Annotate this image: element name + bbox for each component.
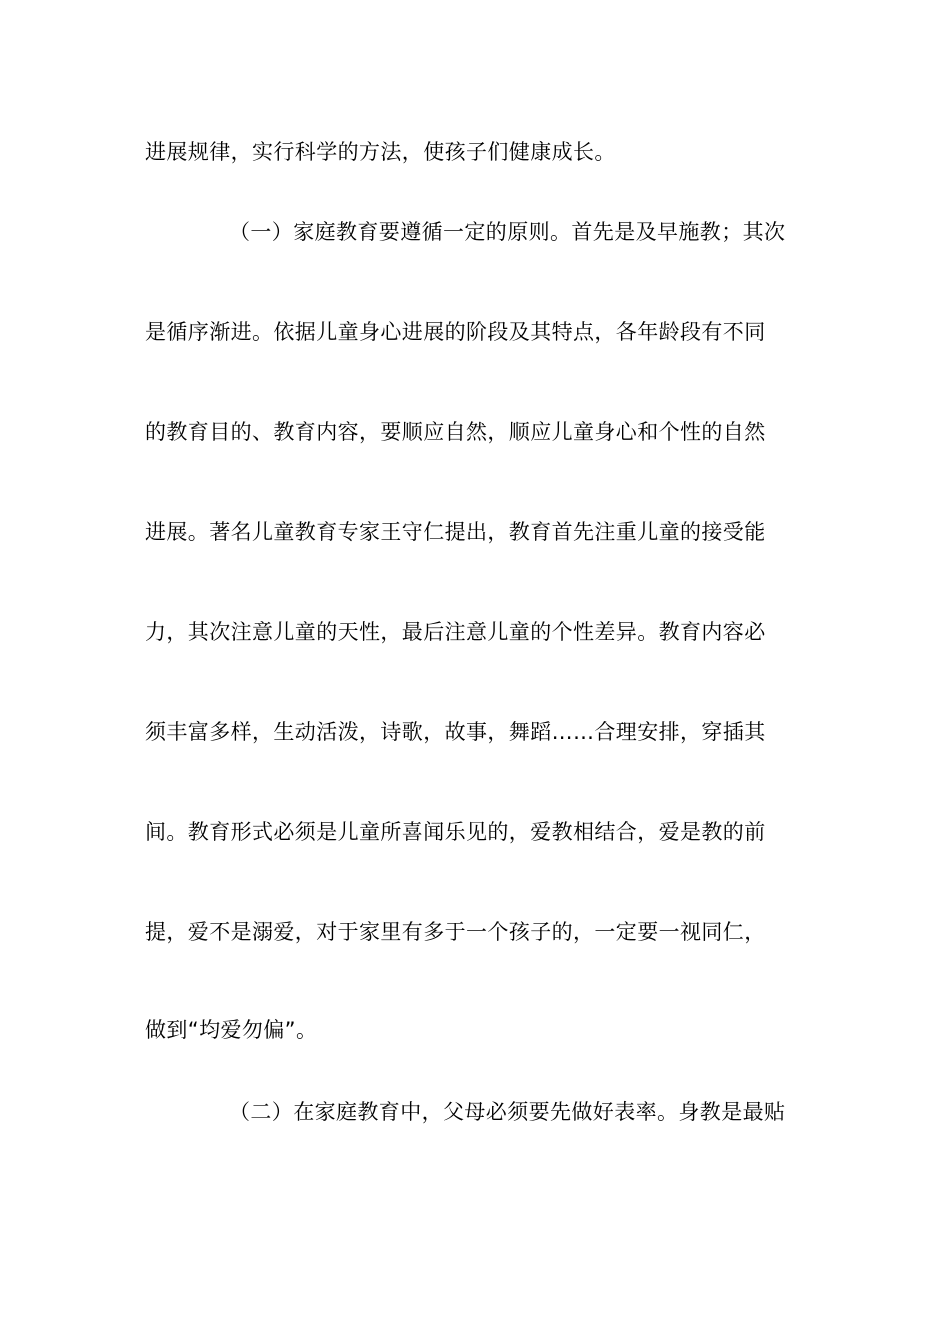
paragraph-line: 间。教育形式必须是儿童所喜闻乐见的，爱教相结合，爱是教的前: [145, 820, 766, 844]
paragraph-line: 进展。著名儿童教育专家王守仁提出，教育首先注重儿童的接受能: [145, 520, 766, 544]
paragraph-line: 力，其次注意儿童的天性，最后注意儿童的个性差异。教育内容必: [145, 620, 766, 644]
paragraph-line: 做到“均爱勿偏”。: [145, 1018, 318, 1042]
paragraph-line: 须丰富多样，生动活泼，诗歌，故事，舞蹈……合理安排，穿插其: [145, 720, 766, 744]
section-heading-line-2: （二）在家庭教育中，父母必须要先做好表率。身教是最贴: [229, 1100, 786, 1124]
paragraph-line: 是循序渐进。依据儿童身心进展的阶段及其特点，各年龄段有不同: [145, 320, 766, 344]
paragraph-line: 进展规律，实行科学的方法，使孩子们健康成长。: [145, 140, 616, 164]
paragraph-line: 提，爱不是溺爱，对于家里有多于一个孩子的，一定要一视同仁，: [145, 920, 766, 944]
section-heading-line-1: （一）家庭教育要遵循一定的原则。首先是及早施教；其次: [229, 220, 786, 244]
paragraph-line: 的教育目的、教育内容，要顺应自然，顺应儿童身心和个性的自然: [145, 420, 766, 444]
